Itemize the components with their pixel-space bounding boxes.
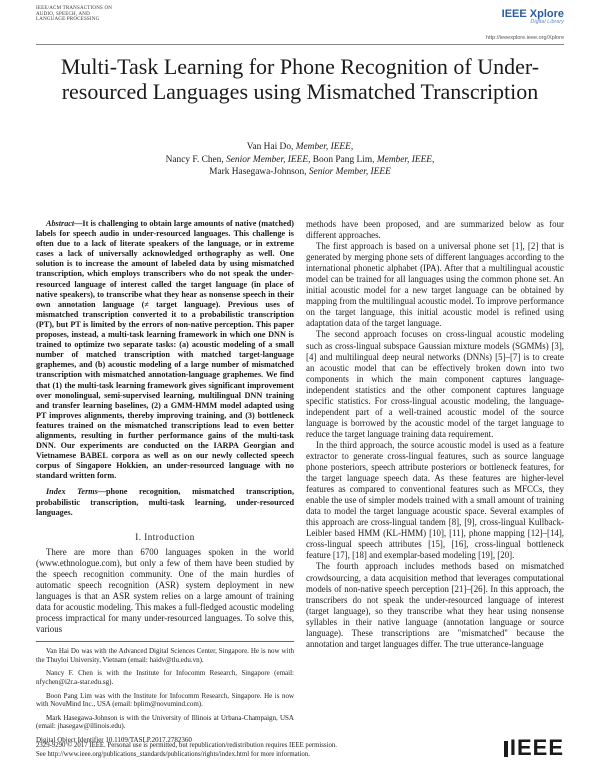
ieee-logo-text: IEEE bbox=[509, 735, 564, 760]
footnote: Van Hai Do was with the Advanced Digital Sciences Center, Singapore. He is now with the Thuyloi University, Vietnam (email: haidv@tlu.edu.vn). bbox=[36, 647, 294, 664]
right-column bbox=[306, 219, 564, 650]
doi: Digital Object Identifier 10.1109/TASLP.2017.2782360 bbox=[36, 735, 192, 744]
index-terms-text: phone recognition, mismatched transcription, probabilistic transcription, multi-task learning, under-resourced languages. bbox=[36, 487, 294, 517]
footnote: Mark Hasegawa-Johnson is with the University of Illinois at Urbana-Champaign, USA (email: jhasegaw@illinois.edu). bbox=[36, 713, 294, 731]
xplore-url-link[interactable]: http://ieeexplore.ieee.org/Xplore bbox=[486, 35, 564, 41]
body-paragraph: The first approach is based on a universal phone set [1], [2] that is generated by merging phone sets of different languages according to the international phonetic alphabet (IPA). After that a multilingual acoustic model can be trained for all languages using the common phone set. An initial acoustic model for a new target language can be obtained by mapping from the multilingual acoustic model. To improve performance on the target language, this initial acoustic model is refined using adaptation data of the target language. bbox=[306, 241, 564, 329]
index-terms: Index Terms—phone recognition, mismatched transcription, probabilistic transcription, multi-task learning, under-resourced languages. bbox=[36, 487, 294, 517]
body-paragraph: methods have been proposed, and are summarized below as four different approaches. bbox=[306, 219, 564, 241]
section-heading: I. Introduction bbox=[135, 531, 195, 542]
rights-link[interactable]: See http://www.ieee.org/publications_standards/publications/rights/index.html for more information. bbox=[36, 750, 310, 758]
author-block bbox=[60, 141, 540, 179]
journal-header-line: AUDIO, SPEECH, AND bbox=[36, 11, 90, 17]
body-paragraph: The second approach focuses on cross-lingual acoustic modeling such as cross-lingual subspace Gaussian mixture models (SGMMs) [3], [4] and multilingual deep neural networks (DNNs) [5]–[7] is to create an acoustic model that can be effectively broken down into two components in which the main component captures language-independent statistics and the other component captures language specific statistics. For cross-lingual acoustic modeling, the language-independent part of a well-trained acoustic model of the source language is borrowed by the acoustic model of the target language to reduce the target language training data requirement. bbox=[306, 329, 564, 439]
xplore-subtitle: Digital Library bbox=[530, 19, 564, 25]
ieee-xplore-logo[interactable] bbox=[486, 8, 564, 41]
footnote: Boon Pang Lim was with the Institute for Infocomm Research, Singapore. He is now with NovuMind Inc., USA (email: bplim@novumind.com). bbox=[36, 691, 294, 709]
journal-header-line: IEEE/ACM TRANSACTIONS ON bbox=[36, 6, 113, 11]
author-line: Mark Hasegawa-Johnson, Senior Member, IEEE bbox=[209, 167, 391, 177]
body-paragraph: The fourth approach includes methods based on mismatched crowdsourcing, a data acquisition method that leverages computational models of non-native speech perception [21]–[26]. In this approach, the transcribers do not speak the under-resourced language of interest (target language), so they transcribe what they hear using nonsense syllables in their native language (annotation language or source language). These transcriptions are "mismatched" because the annotation and target languages differ. The true utterance-language bbox=[306, 561, 564, 649]
author-line: Van Hai Do, Member, IEEE, bbox=[246, 142, 354, 152]
paper-title: Multi-Task Learning for Phone Recognition of Under-resourced Languages using Mismatched Transcription bbox=[60, 54, 540, 104]
body-paragraph: In the third approach, the source acoustic model is used as a feature extractor to generate cross-lingual features, such as source language phone posteriors, speech attribute posteriors or bottleneck features, for the target language speech data. As these features are higher-level features as compared to conventional features such as MFCCs, they enable the use of simpler models trained with a small amount of training data to model the target language acoustic space. Several examples of this approach are cross-lingual tandem [8], [9], cross-lingual Kullback-Leibler based HMM (KL-HMM) [10], [11], phone mapping [12]–[14], cross-lingual speech attributes [15], [16], cross-lingual bottleneck feature [17], [18] and exemplar-based modeling [19], [20]. bbox=[306, 439, 564, 561]
ieee-logo bbox=[504, 735, 564, 761]
left-column bbox=[36, 219, 294, 744]
journal-header-line: LANGUAGE PROCESSING bbox=[36, 17, 100, 23]
author-line: Nancy F. Chen, Senior Member, IEEE, Boon Pang Lim, Member, IEEE, bbox=[165, 154, 435, 165]
header-rule bbox=[36, 44, 564, 45]
abstract-label: Abstract bbox=[46, 219, 75, 228]
ieee-logo-mark-icon bbox=[504, 741, 508, 757]
journal-header bbox=[36, 6, 176, 23]
abstract: Abstract—It is challenging to obtain large amounts of native (matched) labels for speech audio in under-resourced languages. This challenge is often due to a lack of literate speakers of the language, or in extreme cases a lack of universally acknowledged orthography as well. One solution is to increase the amount of labeled data by using mismatched transcription, which employs transcribers who do not speak the under-resourced language of interest called the target language (in place of native speakers), to transcribe what they hear as nonsense speech in their own annotation language (≠ target language). Previous uses of mismatched transcription converted it to a probabilistic transcription (PT), but PT is limited by the errors of non-native perception. This paper proposes, instead, a multi-task learning framework in which one DNN is trained to optimize two separate tasks: (a) acoustic modeling of a small number of matched transcription with matched target-language graphemes, and (b) acoustic modeling of a large number of mismatched transcription with mismatched annotation-language graphemes. We find that (1) the multi-task learning framework gives significant improvement over monolingual, semi-supervised learning, multilingual DNN training and transfer learning baselines, (2) a GMM-HMM model adapted using PT improves alignments, thereby improving training, and (3) bottleneck features trained on the mismatched transcriptions lead to even better alignments, resulting in further performance gains of the multi-task DNN. Our experiments are conducted on the IARPA Georgian and Vietnamese BABEL corpora as well as on our newly collected speech corpus of Singapore Hokkien, an under-resourced language with no standard written form. bbox=[36, 219, 294, 481]
copyright-line: 2329-9290 © 2017 IEEE. Personal use is permitted, but republication/redistribution requires IEEE permission. bbox=[36, 742, 337, 749]
footnote-rule bbox=[36, 641, 294, 642]
copyright-notice bbox=[36, 742, 456, 759]
intro-paragraph: There are more than 6700 languages spoken in the world (www.ethnologue.com), but only a few of them have been studied by the speech recognition community. One of the main hurdles of automatic speech recognition (ASR) system deployment in new languages is that an ASR system relies on a large amount of training data for acoustic modeling. This makes a full-fledged acoustic modeling process impractical for many under-resourced languages. To solve this, various bbox=[36, 546, 294, 635]
xplore-brand: IEEE Xplore bbox=[501, 8, 564, 20]
abstract-text: It is challenging to obtain large amounts of native (matched) labels for speech audio in under-resourced languages. This challenge is often due to a lack of literate speakers of the language, or in extreme cases a lack of universally acknowledged orthography as well. One solution is to increase the amount of labeled data by using mismatched transcription, which employs transcribers who do not speak the under-resourced language of interest called the target language (in place of native speakers), to transcribe what they hear as nonsense speech in their own annotation language (≠ target language). Previous uses of mismatched transcription converted it to a probabilistic transcription (PT), but PT is limited by the errors of non-native perception. This paper proposes, instead, a multi-task learning framework in which one DNN is trained to optimize two separate tasks: (a) acoustic modeling of a small number of matched transcription with matched target-language graphemes, and (b) acoustic modeling of a large number of mismatched transcription with mismatched annotation-language graphemes. We find that (1) the multi-task learning framework gives significant improvement over monolingual, semi-supervised learning, multilingual DNN training and transfer learning baselines, (2) a GMM-HMM model adapted using PT improves alignments, thereby improving training, and (3) bottleneck features trained on the mismatched transcriptions lead to even better alignments, resulting in further performance gains of the multi-task DNN. Our experiments are conducted on the IARPA Georgian and Vietnamese BABEL corpora as well as on our newly collected speech corpus of Singapore Hokkien, an under-resourced language with no standard written form. bbox=[36, 219, 294, 481]
footnote: Nancy F. Chen is with the Institute for Infocomm Research, Singapore (email: nfychen@i2r.a-star.edu.sg). bbox=[36, 669, 294, 686]
index-terms-label: Index Terms bbox=[46, 487, 98, 497]
